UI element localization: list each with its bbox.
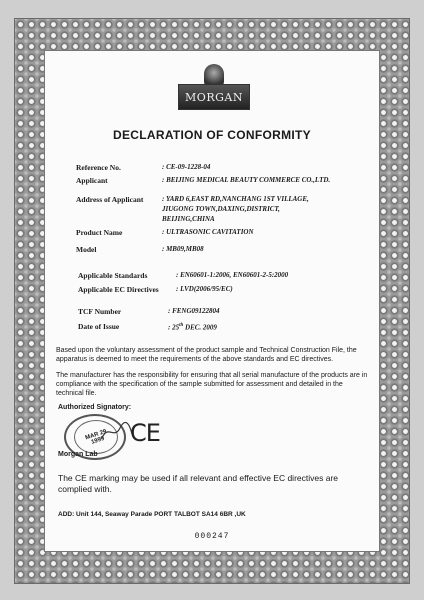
- field-label-applicant: Applicant: [76, 176, 108, 185]
- field-label-product: Product Name: [76, 228, 123, 237]
- field-label-tcf: TCF Number: [78, 307, 122, 316]
- logo-text: MORGAN: [185, 91, 243, 104]
- field-label-directives: Applicable EC Directives: [78, 285, 159, 294]
- field-value-product: : ULTRASONIC CAVITATION: [162, 228, 254, 236]
- field-label-address: Address of Applicant: [76, 195, 144, 204]
- field-value-date: : 25th DEC. 2009: [168, 323, 217, 332]
- company-address: ADD: Unit 144, Seaway Parade PORT TALBOT SA14 6BR ,UK: [58, 511, 246, 518]
- field-value-standards: : EN60601-1:2006, EN60601-2-5:2000: [176, 271, 289, 279]
- field-value-address-line1: : YARD 6,EAST RD,NANCHANG 1ST VILLAGE,: [162, 195, 309, 203]
- serial-number: 000247: [194, 532, 230, 541]
- signature-scribble: [100, 420, 134, 442]
- field-label-reference: Reference No.: [76, 163, 121, 172]
- field-value-tcf: : FENG09122804: [168, 307, 220, 315]
- stamp-date: MAR 29 1999: [84, 428, 108, 446]
- field-value-address-line2: JIUGONG TOWN,DAXING,DISTRICT,: [162, 205, 280, 213]
- assessment-paragraph: Based upon the voluntary assessment of the product sample and Technical Construction File, the apparatus is deemed to meet the requirements of the above standards and EC directives.: [56, 347, 357, 363]
- field-value-directives: : LVD(2006/95/EC): [176, 285, 233, 293]
- field-value-applicant: : BEIJING MEDICAL BEAUTY COMMERCE CO.,LTD.: [162, 176, 331, 184]
- field-label-model: Model: [76, 245, 97, 254]
- page-title: DECLARATION OF CONFORMITY: [113, 128, 311, 142]
- morgan-lab-label: Morgan Lab: [58, 451, 98, 458]
- field-label-standards: Applicable Standards: [78, 271, 148, 280]
- field-value-address-line3: BEIJING,CHINA: [162, 215, 215, 223]
- field-label-date: Date of Issue: [78, 322, 120, 331]
- signatory-label: Authorized Signatory:: [58, 404, 132, 411]
- field-value-reference: : CE-09-1228-04: [162, 163, 211, 171]
- ce-note: The CE marking may be used if all relevant and effective EC directives are complied with.: [58, 473, 339, 494]
- responsibility-paragraph: The manufacturer has the responsibility for ensuring that all serial manufacture of the products are in compliance with the specification of the sample submitted for assessment and detailed in the technical file.: [56, 372, 368, 397]
- ce-mark-icon: CE: [130, 419, 160, 447]
- logo-emblem-icon: [204, 64, 224, 86]
- field-value-model: : MB09,MB08: [162, 245, 204, 253]
